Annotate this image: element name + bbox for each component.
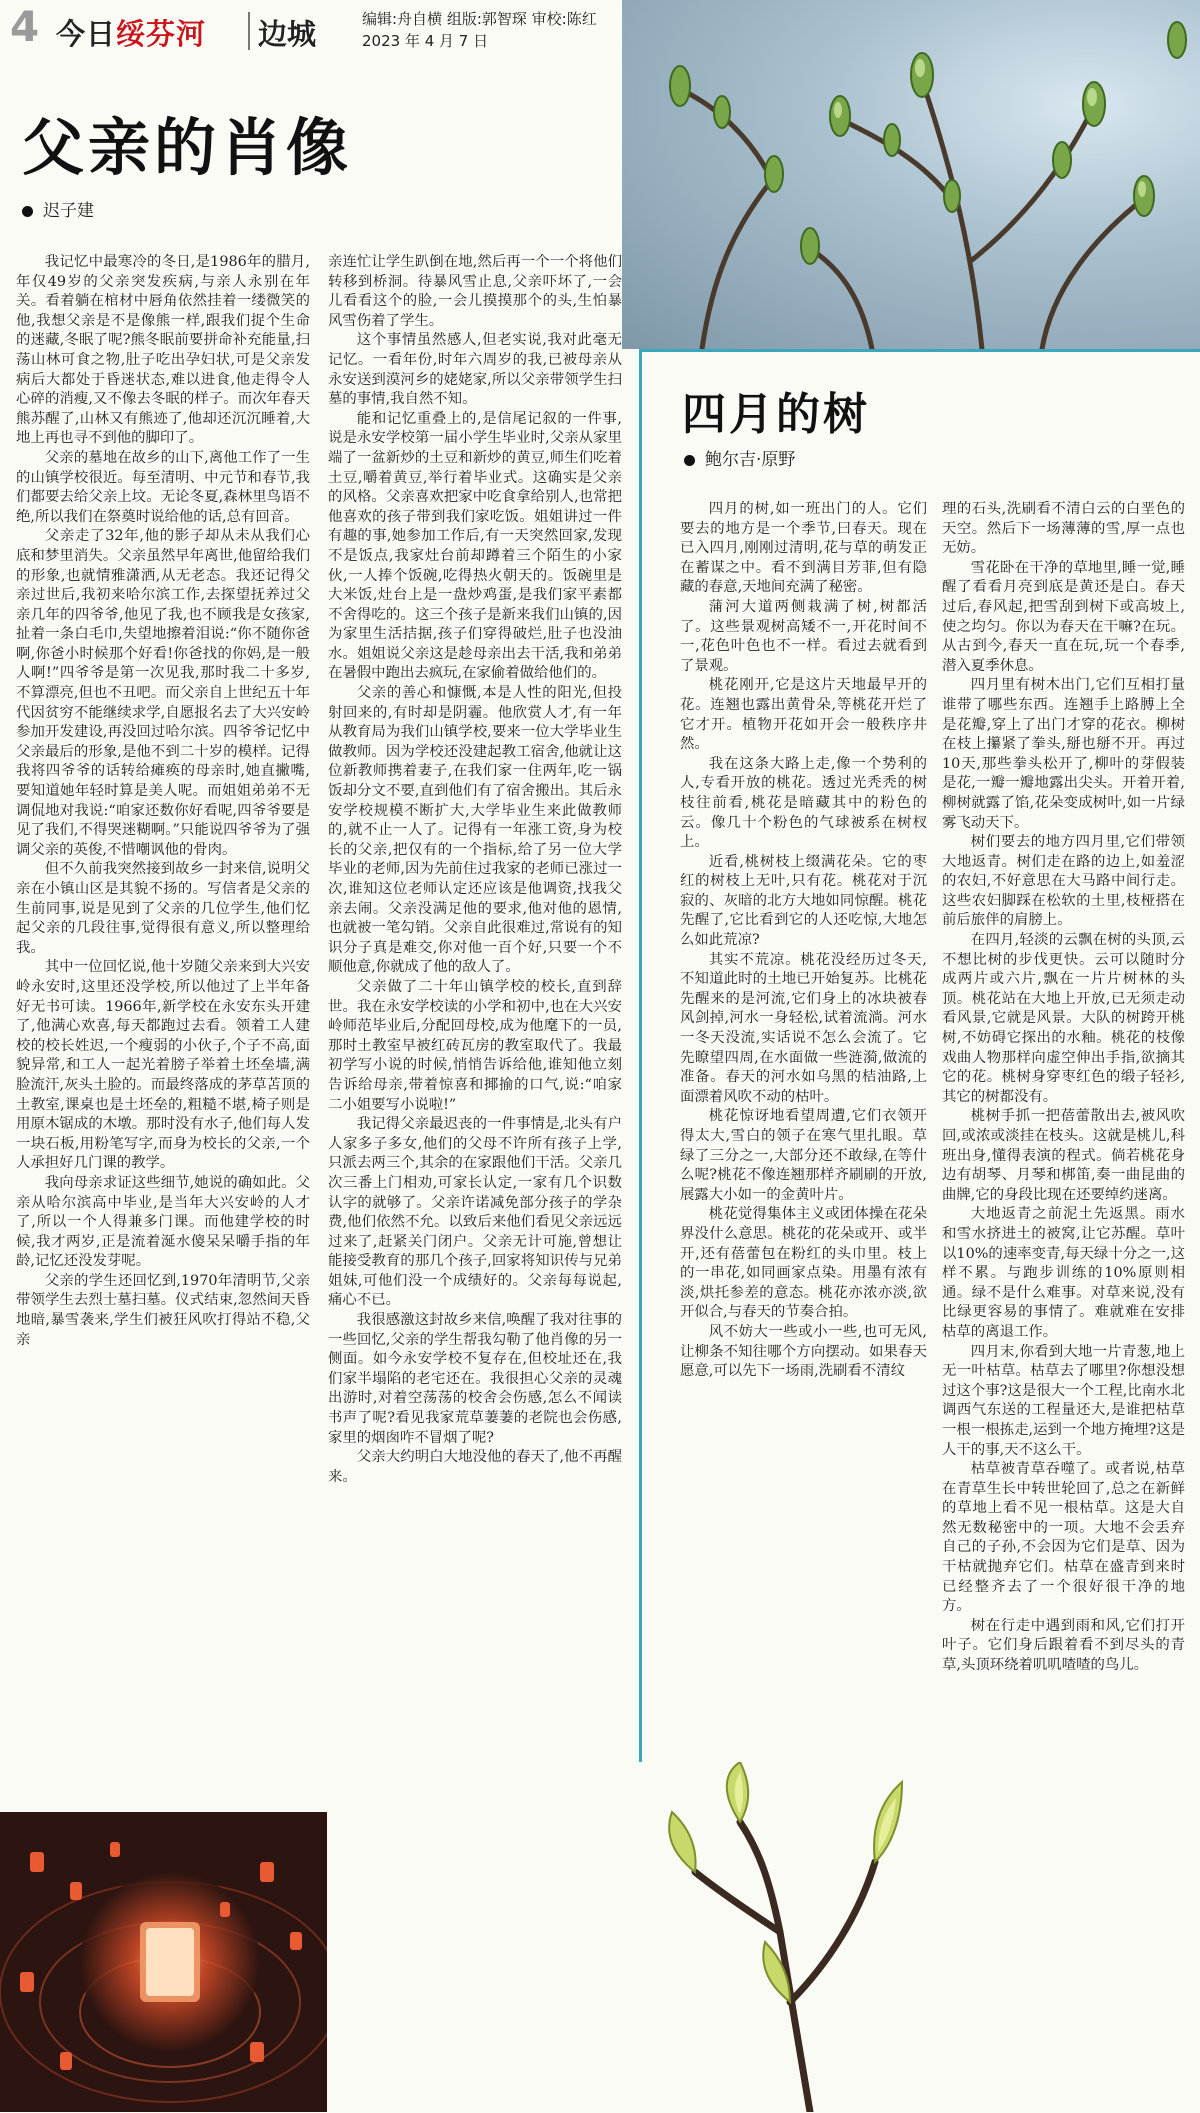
paragraph: 父亲的学生还回忆到,1970年清明节,父亲带领学生去烈士墓扫墓。仪式结束,忽然间天昏地暗,暴雪袭来,学生们被狂风吹打得站不稳,父亲	[16, 1272, 310, 1348]
paragraph: 能和记忆重叠上的,是信尾记叙的一件事,说是永安学校第一届小学生毕业时,父亲从家里端了一盆新炒的土豆和新炒的黄豆,师生们吃着土豆,嚼着黄豆,举行着毕业式。这确实是父亲的风格。父亲喜欢把家中吃食拿给别人,也常把他喜欢的孩子带到我们家吃饭。姐姐讲过一件有趣的事,她参加工作后,有一天突然回家,发现不是饭点,我家灶台前却蹲着三个陌生的小家伙,一人捧个饭碗,吃得热火朝天的。饭碗里是大米饭,灶台上是一盘炒鸡蛋,是我们家平素都不舍得吃的。这三个孩子是新来我们山镇的,因为家里生活拮据,孩子们穿得破烂,肚子也没油水。姐姐说父亲这是趁母亲出去干活,我和弟弟在暑假中跑出去疯玩,在家偷着做给他们的。	[328, 410, 622, 682]
paragraph: 父亲的墓地在故乡的山下,离他工作了一生的山镇学校很近。每至清明、中元节和春节,我们都要去给父亲上坟。无论冬夏,森林里鸟语不绝,所以我们在祭奠时说给他的话,总有回音。	[16, 449, 310, 525]
paragraph: 树们要去的地方四月里,它们带领大地返青。树们走在路的边上,如羞涩的农妇,不好意思在大马路中间行走。这些农妇脚踩在松软的土里,枝桠搭在前后旅伴的肩膀上。	[942, 834, 1185, 929]
paper-name-city: 绥芬河	[116, 17, 207, 51]
paragraph: 其中一位回忆说,他十岁随父亲来到大兴安岭永安时,这里还没学校,所以他过了上半年备好无书可读。1966年,新学校在永安东头开建了,他满心欢喜,每天都跑过去看。领着工人建校的校长姓迟,一个瘦弱的小伙子,个子不高,面貌异常,和工人一起光着膀子举着土坯垒墙,满脸流汗,灰头土脸的。而最终落成的茅草苫顶的土教室,课桌也是土坯垒的,粗糙不堪,椅子则是用原木锯成的木墩。那时没有水子,他们每人发一块石板,用粉笔写字,而身为校长的父亲,一个人承担好几门课的教学。	[16, 959, 310, 1172]
paragraph: 我在这条大路上走,像一个势利的人,专看开放的桃花。透过光秃秃的树枝往前看,桃花是暗藏其中的粉色的云。像几十个粉色的气球被系在树杈上。	[680, 755, 927, 851]
paragraph: 大地返青之前泥土先返黑。雨水和雪水挤进土的被窝,让它苏醒。草叶以10%的速率变青,每天绿十分之一,这样不累。与跑步训练的10%原则相通。绿不是什么难事。对草来说,没有比绿更容易的事情了。难就难在安排枯草的离退工作。	[942, 1206, 1185, 1340]
glowing-lanterns-illustration	[0, 1812, 327, 2112]
paragraph: 亲连忙让学生趴倒在地,然后再一个一个将他们转移到桥洞。待暴风雪止息,父亲吓坏了,一会儿看看这个的脸,一会儿摸摸那个的头,生怕暴风雪伤着了学生。	[328, 254, 622, 329]
paragraph: 桃花惊讶地看望周遭,它们衣领开得太大,雪白的领子在寒气里扎眼。草绿了三分之一,大部分还不敢绿,在等什么呢?桃花不像连翘那样齐刷刷的开放,展露大小如一的金黄叶片。	[680, 1108, 927, 1203]
paragraph: 理的石头,洗刷看不清白云的白垩色的天空。然后下一场薄薄的雪,厚一点也无妨。	[942, 501, 1185, 557]
paragraph: 父亲的善心和慷慨,本是人性的阳光,但投射回来的,有时却是阴霾。他欣赏人才,有一年从教育局为我们山镇学校,要来一位大学毕业生做教师。因为学校还没建起教工宿舍,他就让这位新教师携着妻子,在我们家一住两年,吃一锅饭却分文不要,直到他们有了宿舍搬出。其后永安学校规模不断扩大,大学毕业生来此做教师的,就不止一人了。记得有一年涨工资,身为校长的父亲,把仅有的一个指标,给了另一位大学毕业的老师,因为先前住过我家的老师已涨过一次,谁知这位老师认定还应该是他调资,找我父亲去闹。父亲没满足他的要求,他对他的恩情,也就被一笔勾销。父亲自此很难过,常说有的知识分子真是难交,你对他一百个好,只要一个不顺他意,你就成了他的敌人了。	[328, 685, 622, 976]
lanterns-graphic	[0, 1812, 327, 2112]
paragraph: 这个事情虽然感人,但老实说,我对此毫无记忆。一看年份,时年六周岁的我,已被母亲从永安送到漠河乡的姥姥家,所以父亲带领学生扫墓的事情,我自然不知。	[328, 332, 622, 408]
article-column-1	[16, 253, 310, 1761]
budding-branch-graphic	[622, 0, 1200, 349]
paragraph: 在四月,轻淡的云飘在树的头顶,云不想比树的步伐更快。云可以随时分成两片或六片,飘在一片片树林的头顶。桃花站在大地上开放,已无须走动看风景,它就是风景。大队的树跨开桃树,不妨碍它探出的水釉。桃花的枝像戏曲人物那样向虚空伸出手指,欲摘其它的花。桃树身穿枣红色的缎子轻衫,其它的树都没有。	[942, 932, 1185, 1105]
newspaper-name	[56, 12, 206, 53]
paragraph: 雪花卧在干净的草地里,睡一觉,睡醒了看看月亮到底是黄还是白。春天过后,春风起,把雪刮到树下或高坡上,使之均匀。你以为春天在干嘛?在玩。从古到今,春天一直在玩,玩一个春季,潜入夏季休息。	[942, 559, 1185, 674]
section-divider-horizontal	[639, 349, 1200, 352]
sprouting-twig-graphic	[640, 1762, 930, 2112]
paragraph: 父亲大约明白大地没他的春天了,他不再醒来。	[328, 1449, 622, 1485]
sprouting-twig-photo	[640, 1762, 930, 2112]
paragraph: 蒲河大道两侧栽满了树,树都活了。这些景观树高矮不一,开花时间不一,花色叶色也不一样。看过去就看到了景观。	[680, 598, 927, 674]
paragraph: 四月末,你看到大地一片青葱,地上无一叶枯草。枯草去了哪里?你想没想过这个事?这是很大一个工程,比南水北调西气东送的工程量还大,是谁把枯草一根一根拣走,运到一个地方掩埋?这是人干的事,天不这么干。	[942, 1343, 1185, 1458]
paragraph: 树在行走中遇到雨和风,它们打开叶子。它们身后跟着看不到尽头的青草,头顶环绕着叽叽喳喳的鸟儿。	[942, 1617, 1185, 1674]
section-divider-vertical	[639, 352, 642, 1762]
paper-name-part: 今日	[56, 17, 117, 51]
page-number: 4	[10, 2, 40, 51]
bullet-icon	[684, 455, 695, 466]
masthead-divider	[248, 12, 250, 50]
paragraph: 桃树手抓一把蓓蕾散出去,被风吹回,或浓或淡挂在枝头。这就是桃儿,科班出身,懂得表演的程式。倘若桃花身边有胡琴、月琴和梆笛,奏一曲昆曲的曲牌,它的身段比现在还要绰约迷离。	[942, 1108, 1185, 1203]
paragraph: 风不妨大一些或小一些,也可无风,让柳条不知往哪个方向摆动。如果春天愿意,可以先下一场雨,洗刷看不清纹	[680, 1323, 927, 1380]
paragraph: 父亲走了32年,他的影子却从未从我们心底和梦里消失。父亲虽然早年离世,他留给我们的形象,也就情雅潇洒,从无老态。我还记得父亲过世后,我初来哈尔滨工作,去探望抚养过父亲几年的四爷爷,他见了我,也不顾我是女孩家,扯着一条白毛巾,失望地擦着泪说:“你不随你爸啊,你爸小时候那个好看!你爸找的你妈,是一般人啊!”四爷爷是第一次见我,那时我二十多岁,不算漂亮,但也不丑吧。而父亲自上世纪五十年代因贫穷不能继续求学,自愿报名去了大兴安岭参加开发建设,再没回过哈尔滨。四爷爷记忆中父亲最后的形象,是他不到二十岁的模样。记得我将四爷爷的话转给瘫痪的母亲时,她直撇嘴,要知道她年轻时算是美人呢。而姐姐弟弟不无调侃地对我说:“咱家还数你好看呢,四爷爷要是见了我们,不得哭迷糊啊。”只能说四爷爷为了强调父亲的英俊,不惜嘲讽他的骨肉。	[16, 528, 310, 858]
author-name: 鲍尔吉·原野	[705, 450, 796, 470]
paragraph: 我记得父亲最迟丧的一件事情是,北头有户人家多子多女,他们的父母不许所有孩子上学,只派去两三个,其余的在家跟他们干活。父亲几次三番上门相劝,可家长认定,一家有几个识数认字的就够了。父亲许诺减免部分孩子的学杂费,他们依然不允。以致后来他们看见父亲远远过来了,赶紧关门闭户。父亲无计可施,曾想让能接受教育的那几个孩子,回家将知识传与兄弟姐妹,可他们没一个成绩好的。父亲每每说起,痛心不已。	[328, 1116, 622, 1309]
paragraph: 四月里有树木出门,它们互相打量谁带了哪些东西。连翘手上路膊上全是花瓣,穿上了出门才穿的花衣。柳树在枝上攥紧了拳头,掰也掰不开。再过10天,那些拳头松开了,柳叶的芽假装是花,一瓣一瓣地露出尖头。开着开着,柳树就露了馅,花朵变成树叶,如一片绿雾飞动天下。	[942, 677, 1185, 831]
budding-branch-photo	[622, 0, 1200, 349]
article-title: 父亲的肖像	[22, 111, 353, 184]
paragraph: 其实不荒凉。桃花没经历过冬天,不知道此时的土地已开始复苏。比桃花先醒来的是河流,它们身上的冰块被春风剑掉,河水一身轻松,试着流淌。河水一冬天没流,实话说不怎么会流了。它先瞭望四周,在水面做一些涟漪,做流的准备。春天的河水如乌黑的桔油路,上面漂着风吹不动的枯叶。	[680, 951, 927, 1105]
article-title-2: 四月的树	[682, 389, 870, 440]
article-byline-2	[684, 445, 795, 470]
editor-credits	[362, 8, 597, 52]
article-column-2	[328, 253, 622, 2113]
article-column-3	[680, 500, 927, 1750]
paragraph: 父亲做了二十年山镇学校的校长,直到辞世。我在永安学校读的小学和初中,也在大兴安岭师范毕业后,分配回母校,成为他麾下的一员,那时土教室早被红砖瓦房的教室取代了。我最初学写小说的时候,悄悄告诉给他,谁知他立刻告诉给母亲,带着惊喜和揶揄的口气,说:“咱家二小姐要写小说啦!”	[328, 978, 622, 1113]
author-name: 迟子建	[43, 201, 94, 221]
paragraph: 我向母亲求证这些细节,她说的确如此。父亲从哈尔滨高中毕业,是当年大兴安岭的人才了,所以一个人得兼多门课。而他建学校的时候,我才两岁,正是流着涎水傻呆呆嚼手指的年龄,记忆还没发芽呢。	[16, 1174, 310, 1270]
date-line: 2023 年 4 月 7 日	[362, 32, 489, 50]
editors-line: 编辑:舟自横 组版:郭智琛 审校:陈红	[362, 10, 597, 28]
paragraph: 桃花觉得集体主义或团体操在花朵界没什么意思。桃花的花朵或开、或半开,还有蓓蕾包在粉红的头巾里。枝上的一串花,如同画家点染。用墨有浓有淡,烘托参差的意态。桃花亦浓亦淡,欲开似合,与春天的节奏合拍。	[680, 1206, 927, 1321]
paragraph: 四月的树,如一班出门的人。它们要去的地方是一个季节,曰春天。现在已入四月,刚刚过清明,花与草的萌发正在蓄谋之中。看不到满目芳菲,但有隐藏的春意,天地间充满了秘密。	[680, 501, 927, 596]
paragraph: 枯草被青草吞噬了。或者说,枯草在青草生长中转世轮回了,总之在新鲜的草地上看不见一根枯草。这是大自然无数秘密中的一项。大地不会丢弃自己的子孙,不会因为它们是草、因为干枯就抛弃它们。枯草在盛青到来时已经整齐去了一个很好很干净的地方。	[942, 1461, 1185, 1615]
paragraph: 我很感激这封故乡来信,唤醒了我对往事的一些回忆,父亲的学生帮我勾勒了他肖像的另一侧面。如今永安学校不复存在,但校址还在,我们家半塌陷的老宅还在。我很担心父亲的灵魂出游时,对着空荡荡的校舍会伤感,怎么不闻读书声了呢?看见我家荒草萋萋的老院也会伤感,家里的烟囱咋不冒烟了呢?	[328, 1312, 622, 1446]
article-byline	[22, 196, 94, 221]
paragraph: 但不久前我突然接到故乡一封来信,说明父亲在小镇山区是其貌不扬的。写信者是父亲的生前同事,说是见到了父亲的几位学生,他们忆起父亲的几段往事,觉得很有意义,所以整理给我。	[16, 861, 310, 956]
paragraph: 桃花刚开,它是这片天地最早开的花。连翘也露出黄骨朵,等桃花开烂了它才开。植物开花如开会一般秩序井然。	[680, 677, 927, 753]
article-column-4	[942, 500, 1185, 2112]
paragraph: 近看,桃树枝上缀满花朵。它的枣红的树枝上无叶,只有花。桃花对于沉寂的、灰暗的北方大地如同惊醒。桃花先醒了,它比看到它的人还吃惊,大地怎么如此荒凉?	[680, 853, 927, 949]
paragraph: 我记忆中最寒冷的冬日,是1986年的腊月,年仅49岁的父亲突发疾病,与亲人永别在年关。看着躺在棺材中唇角依然挂着一缕微笑的他,我想父亲是不是像熊一样,跟我们捉个生命的迷藏,冬眠了呢?熊冬眠前要拼命补充能量,扫荡山林可食之物,肚子吃出孕妇状,可是父亲发病后大都处于昏迷状态,难以进食,他走得令人心碎的消瘦,又不像去冬眠的样子。而次年春天熊苏醒了,山林又有熊迹了,他却还沉沉睡着,大地上再也寻不到他的脚印了。	[16, 254, 310, 447]
bullet-icon	[22, 206, 33, 217]
section-name: 边城	[258, 17, 317, 51]
